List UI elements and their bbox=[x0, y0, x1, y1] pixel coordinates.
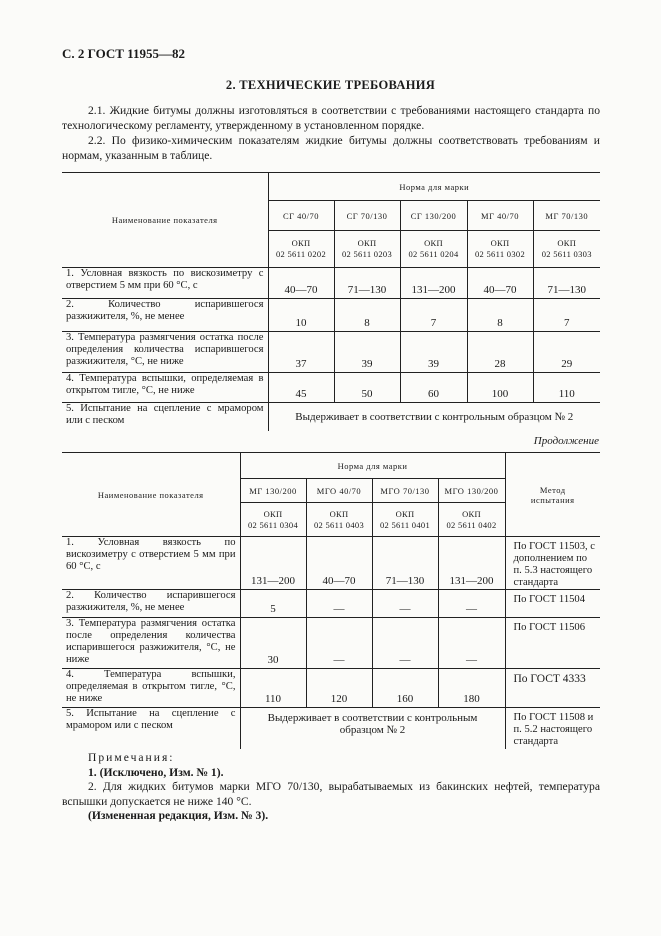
note-1: 1. (Исключено, Изм. № 1). bbox=[88, 766, 224, 779]
t2-cell: 30 bbox=[240, 618, 306, 669]
t1-cell: 37 bbox=[268, 332, 334, 373]
t1-cell: 45 bbox=[268, 373, 334, 403]
t1-cell: 40—70 bbox=[467, 268, 533, 299]
t2-row-name: 3. Температура размягчения остатка после определения количества испарившегося разжижителя, °С, не ниже bbox=[62, 618, 240, 669]
t1-cell: 40—70 bbox=[268, 268, 334, 299]
t1-row-name: 1. Условная вязкость по вискозиметру с отверстием 5 мм при 60 °С, с bbox=[62, 268, 268, 299]
t2-grade: МГ 130/200 bbox=[240, 479, 306, 503]
t2-cell: — bbox=[438, 590, 505, 618]
t1-grade: СГ 130/200 bbox=[400, 201, 467, 231]
t1-grade: МГ 40/70 bbox=[467, 201, 533, 231]
t2-row-name: 2. Количество испарившегося разжижителя, %, не менее bbox=[62, 590, 240, 618]
t1-cell: 131—200 bbox=[400, 268, 467, 299]
t2-cell: 5 bbox=[240, 590, 306, 618]
t1-okp: ОКП 02 5611 0203 bbox=[334, 231, 400, 268]
note-2: 2. Для жидких битумов марки МГО 70/130, вырабатываемых из бакинских нефтей, температура вспышки допускается не ниже 140 °С. bbox=[62, 780, 600, 808]
t2-row-name: 5. Испытание на сцепление с мрамором или с песком bbox=[62, 708, 240, 749]
t2-okp: ОКП 02 5611 0403 bbox=[306, 503, 372, 537]
t2-cell: 120 bbox=[306, 669, 372, 708]
t2-row-name: 1. Условная вязкость по вискозиметру с отверстием 5 мм при 60 °С, с bbox=[62, 537, 240, 590]
t1-merged-cell: Выдерживает в соответствии с контрольным образцом № 2 bbox=[268, 403, 600, 431]
t2-grade: МГО 70/130 bbox=[372, 479, 438, 503]
t1-okp: ОКП 02 5611 0204 bbox=[400, 231, 467, 268]
t2-merged-cell: Выдерживает в соответствии с контрольным образцом № 2 bbox=[240, 708, 505, 749]
t1-cell: 50 bbox=[334, 373, 400, 403]
t2-cell: — bbox=[372, 590, 438, 618]
t2-col-name-header: Наименование показателя bbox=[62, 453, 240, 537]
t1-cell: 71—130 bbox=[533, 268, 600, 299]
t2-cell: — bbox=[372, 618, 438, 669]
t2-cell: — bbox=[306, 590, 372, 618]
section-title: 2. ТЕХНИЧЕСКИЕ ТРЕБОВАНИЯ bbox=[225, 78, 436, 92]
t1-grade: СГ 70/130 bbox=[334, 201, 400, 231]
paragraph-2-2: 2.2. По физико-химическим показателям жидкие битумы должны соответствовать требованиям и нормам, указанным в таблице. bbox=[62, 134, 600, 162]
continuation-label: Продолжение bbox=[533, 435, 599, 447]
t1-norm-header: Норма для марки bbox=[268, 173, 600, 201]
t1-cell: 71—130 bbox=[334, 268, 400, 299]
t2-cell: 131—200 bbox=[438, 537, 505, 590]
t2-cell: 71—130 bbox=[372, 537, 438, 590]
t1-okp: ОКП 02 5611 0303 bbox=[533, 231, 600, 268]
t2-method-header: Метод испытания bbox=[505, 453, 600, 537]
t2-cell: 131—200 bbox=[240, 537, 306, 590]
t1-cell: 39 bbox=[334, 332, 400, 373]
t2-method: По ГОСТ 11506 bbox=[505, 618, 600, 669]
t2-norm-header: Норма для марки bbox=[240, 453, 505, 479]
notes-heading: Примечания: bbox=[88, 751, 175, 764]
t1-row-name: 5. Испытание на сцепление с мрамором или с песком bbox=[62, 403, 268, 431]
t1-cell: 10 bbox=[268, 299, 334, 332]
t1-cell: 60 bbox=[400, 373, 467, 403]
t2-method: По ГОСТ 4333 bbox=[505, 669, 600, 708]
page-header: С. 2 ГОСТ 11955—82 bbox=[62, 46, 185, 61]
t1-cell: 7 bbox=[400, 299, 467, 332]
t2-okp: ОКП 02 5611 0401 bbox=[372, 503, 438, 537]
t2-okp: ОКП 02 5611 0304 bbox=[240, 503, 306, 537]
t2-method: По ГОСТ 11508 и п. 5.2 настоящего стандарта bbox=[505, 708, 600, 749]
paragraph-2-1: 2.1. Жидкие битумы должны изготовляться в соответствии с требованиями настоящего стандарта по технологическому регламенту, утвержденному в установленном порядке. bbox=[62, 104, 600, 132]
t1-cell: 8 bbox=[334, 299, 400, 332]
t2-cell: 40—70 bbox=[306, 537, 372, 590]
t1-cell: 39 bbox=[400, 332, 467, 373]
t2-row-name: 4. Температура вспышки, определяемая в открытом тигле, °С, не ниже bbox=[62, 669, 240, 708]
t1-cell: 29 bbox=[533, 332, 600, 373]
t1-okp: ОКП 02 5611 0302 bbox=[467, 231, 533, 268]
t2-cell: 160 bbox=[372, 669, 438, 708]
t2-cell: 110 bbox=[240, 669, 306, 708]
t1-cell: 8 bbox=[467, 299, 533, 332]
t1-row-name: 4. Температура вспышки, определяемая в открытом тигле, °С, не ниже bbox=[62, 373, 268, 403]
t1-okp: ОКП 02 5611 0202 bbox=[268, 231, 334, 268]
t1-cell: 100 bbox=[467, 373, 533, 403]
t2-cell: 180 bbox=[438, 669, 505, 708]
t1-col-name-header: Наименование показателя bbox=[62, 173, 268, 268]
t1-cell: 7 bbox=[533, 299, 600, 332]
t2-method: По ГОСТ 11503, с дополнением по п. 5.3 настоящего стандарта bbox=[505, 537, 600, 590]
t1-cell: 110 bbox=[533, 373, 600, 403]
t1-row-name: 2. Количество испарившегося разжижителя, %, не менее bbox=[62, 299, 268, 332]
requirements-table-1 bbox=[62, 172, 600, 431]
t2-grade: МГО 40/70 bbox=[306, 479, 372, 503]
requirements-table-2 bbox=[62, 452, 600, 749]
t1-cell: 28 bbox=[467, 332, 533, 373]
t2-grade: МГО 130/200 bbox=[438, 479, 505, 503]
t2-method: По ГОСТ 11504 bbox=[505, 590, 600, 618]
revision-note: (Измененная редакция, Изм. № 3). bbox=[88, 809, 269, 822]
t1-row-name: 3. Температура размягчения остатка после определения количества испарившегося разжижителя, °С, не ниже bbox=[62, 332, 268, 373]
t1-grade: МГ 70/130 bbox=[533, 201, 600, 231]
t1-grade: СГ 40/70 bbox=[268, 201, 334, 231]
t2-okp: ОКП 02 5611 0402 bbox=[438, 503, 505, 537]
t2-cell: — bbox=[438, 618, 505, 669]
t2-cell: — bbox=[306, 618, 372, 669]
